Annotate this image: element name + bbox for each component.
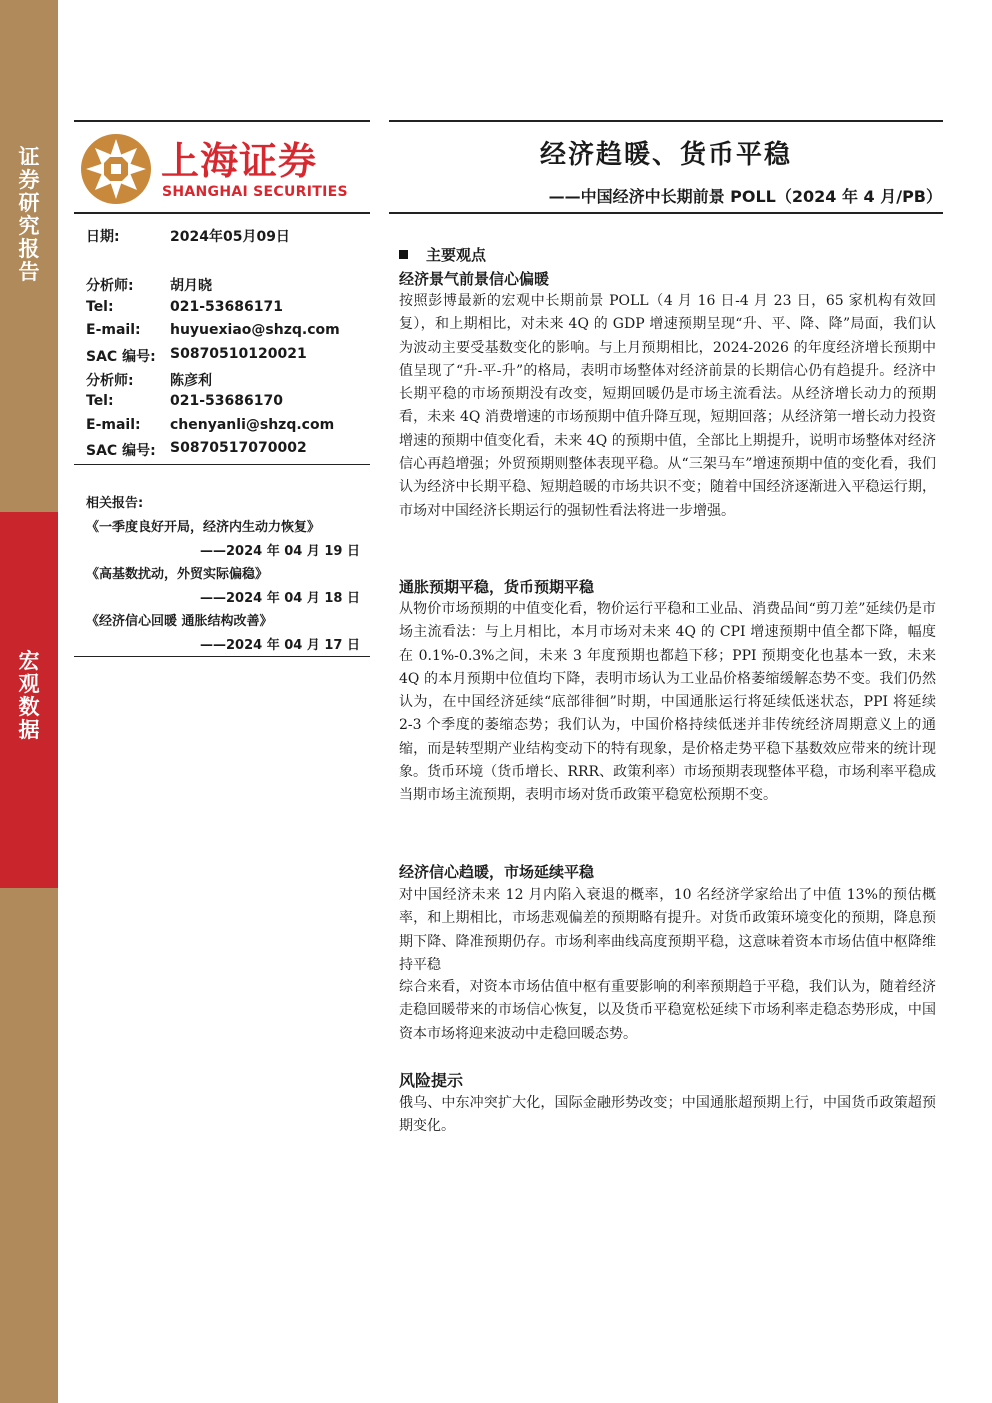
analyst2-role-label: 分析师: — [86, 373, 134, 389]
subtitle-rule — [389, 212, 943, 214]
logo-text-en: SHANGHAI SECURITIES — [162, 184, 348, 200]
risk-paragraph: 俄乌、中东冲突扩大化，国际金融形势改变；中国通胀超预期上行，中国货币政策超预期变化。 — [399, 1095, 936, 1135]
top-rule-right — [389, 120, 943, 122]
date-value: 2024年05月09日 — [170, 229, 290, 245]
sidebar-char: 券 — [18, 168, 40, 192]
analyst1-tel: 021-53686171 — [170, 299, 283, 315]
section-paragraph: 综合来看，对资本市场估值中枢有重要影响的利率预期趋于平稳，我们认为，随着经济走稳回暖带来的市场信心恢复，以及货币平稳宽松延续下市场利率走稳态势形成，中国资本市场将迎来波动中走稳回暖态势。 — [399, 979, 936, 1042]
analyst2-name: 陈彦利 — [170, 373, 212, 389]
square-bullet-icon — [399, 250, 408, 259]
key-points-heading — [399, 244, 486, 265]
sidebar-char: 据 — [18, 718, 40, 742]
related-report-date: ——2024 年 04 月 19 日 — [200, 544, 360, 559]
sidebar-char: 研 — [18, 191, 40, 215]
analyst2-sac: S0870517070002 — [170, 440, 307, 456]
analyst1-email: huyuexiao@shzq.com — [170, 322, 340, 338]
related-report-title[interactable]: 《一季度良好开局，经济内生动力恢复》 — [86, 520, 321, 535]
sidebar-char: 证 — [18, 145, 40, 169]
top-rule-left — [74, 120, 370, 122]
report-title: 经济趋暖、货币平稳 — [539, 140, 792, 170]
related-report-item[interactable] — [86, 516, 360, 559]
related-report-item[interactable] — [86, 563, 360, 606]
analyst1-name: 胡月晓 — [170, 278, 212, 294]
analyst2-tel: 021-53686170 — [170, 393, 283, 409]
analyst2-tel-label: Tel: — [86, 393, 114, 409]
related-report-item[interactable] — [86, 610, 360, 653]
section-paragraph: 从物价市场预期的中值变化看，物价运行平稳和工业品、消费品间“剪刀差”延续仍是市场主流看法：与上月相比，本月市场对未来 4Q 的 CPI 增速预期中值全都下降，幅度在 0.1%-0.3%之间，未来 3 年度预期也都趋下移；PPI 预期变化也基本一致，未来 4Q 的本月预期中位值均下降，表明市场认为工业品价格萎缩缓解态势不变。我们仍然认为，在中国经济延续“底部徘徊”时期，中国通胀运行将延续低迷状态，PPI 将延续 2-3 个季度的萎缩态势；我们认为，中国价格持续低迷并非传统经济周期意义上的通缩，而是转型期产业结构变动下的特有现象，是价格走势平稳下基数效应带来的统计现象。货币环境（货币增长、RRR、政策利率）市场预期表现整体平稳，市场利率平稳成当期市场主流预期，表明市场对货币政策平稳宽松预期不变。 — [399, 601, 936, 804]
related-report-date: ——2024 年 04 月 17 日 — [200, 638, 360, 653]
info-rule — [74, 464, 370, 465]
sidebar-char: 宏 — [18, 649, 40, 673]
analyst2-sac-label: SAC 编号: — [86, 443, 156, 459]
sidebar-char: 究 — [18, 214, 40, 238]
analyst2-email-label: E-mail: — [86, 417, 141, 433]
sidebar-char: 报 — [18, 237, 40, 261]
sidebar-char: 数 — [18, 695, 40, 719]
sidebar-label-category — [0, 650, 58, 742]
logo-emblem-icon — [80, 133, 152, 205]
sidebar-char: 告 — [18, 260, 40, 284]
analyst1-sac-label: SAC 编号: — [86, 349, 156, 365]
sidebar-label-report-type — [0, 146, 58, 284]
company-logo — [80, 130, 370, 208]
section-heading: 通胀预期平稳，货币预期平稳 — [399, 578, 595, 596]
sidebar-band-bottom — [0, 888, 58, 1403]
related-rule — [74, 656, 370, 657]
report-subtitle: ——中国经济中长期前景 POLL（2024 年 4 月/PB） — [548, 187, 942, 206]
analyst1-role-label: 分析师: — [86, 278, 134, 294]
logo-rule — [74, 212, 370, 214]
risk-heading: 风险提示 — [399, 1071, 464, 1090]
date-label: 日期: — [86, 229, 120, 245]
related-report-title[interactable]: 《经济信心回暖 通胀结构改善》 — [86, 614, 273, 629]
related-reports-heading: 相关报告: — [86, 496, 144, 511]
section-paragraph: 按照彭博最新的宏观中长期前景 POLL（4 月 16 日-4 月 23 日，65 家机构有效回复），和上期相比，对未来 4Q 的 GDP 增速预期呈现“升、平、降、降”局面，我们认为波动主要受基数变化的影响。与上月预期相比，2024-2026 的年度经济增长预期中值呈现了“升-平-升”的格局，表明市场整体对经济前景的长期信心仍有趋提升。经济中长期平稳的市场预期没有改变，短期回暖仍是市场主流看法。从经济增长动力的预期看，未来 4Q 消费增速的市场预期中值升降互现，短期回落；从经济第一增长动力投资增速的预期中值变化看，未来 4Q 的预期中值，全部比上期提升，说明市场整体对经济信心再趋增强；外贸预期则整体表现平稳。从“三架马车”增速预期中值的变化看，我们认为经济中长期平稳、短期趋暖的市场共识不变；随着中国经济逐渐进入平稳运行期，市场对中国经济长期运行的强韧性看法将进一步增强。 — [399, 293, 936, 519]
analyst1-tel-label: Tel: — [86, 299, 114, 315]
analyst1-email-label: E-mail: — [86, 322, 141, 338]
logo-text-cn: 上海证券 — [161, 138, 318, 183]
sidebar-char: 观 — [18, 672, 40, 696]
section-heading: 经济景气前景信心偏暖 — [399, 270, 550, 288]
section-paragraph: 对中国经济未来 12 月内陷入衰退的概率，10 名经济学家给出了中值 13%的预估概率，和上期相比，市场悲观偏差的预期略有提升。对货币政策环境变化的预期，降息预期下降、降准预期仍存。市场利率曲线高度预期平稳，这意味着资本市场估值中枢降维持平稳 — [399, 887, 936, 973]
analyst2-email: chenyanli@shzq.com — [170, 417, 335, 433]
related-report-title[interactable]: 《高基数扰动，外贸实际偏稳》 — [86, 567, 269, 582]
related-report-date: ——2024 年 04 月 18 日 — [200, 591, 360, 606]
analyst1-sac: S0870510120021 — [170, 346, 307, 362]
key-points-label: 主要观点 — [426, 246, 487, 264]
section-heading: 经济信心趋暖，市场延续平稳 — [399, 863, 595, 881]
